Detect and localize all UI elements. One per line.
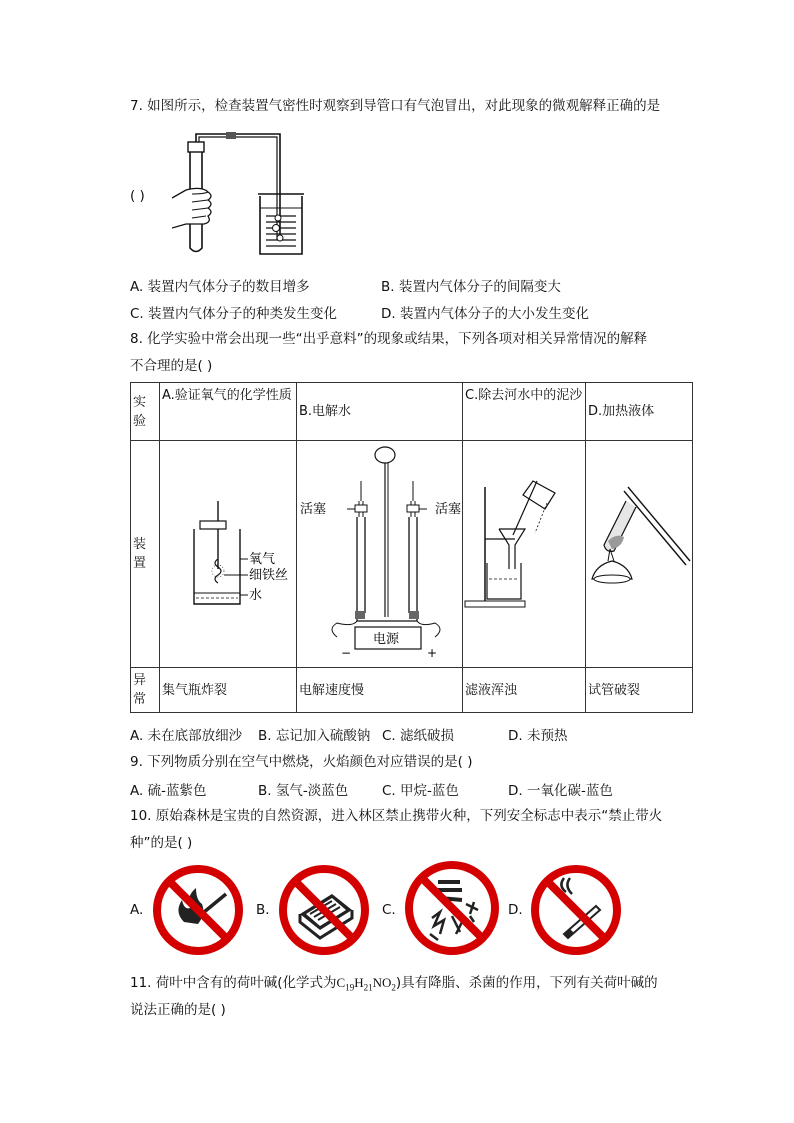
q10-option-a[interactable]: A. [130, 902, 144, 918]
q7-option-b[interactable]: B. 装置内气体分子的间隔变大 [381, 279, 561, 295]
q7-option-c[interactable]: C. 装置内气体分子的种类发生变化 [130, 306, 338, 322]
label-minus: − [341, 646, 352, 660]
q10-option-c[interactable]: C. [382, 902, 396, 918]
q11-stem-post: )具有降脂、杀菌的作用，下列有关荷叶碱的 [395, 975, 658, 991]
q11-formula: $C_{19}H_{21}NO_2$ [336, 975, 396, 993]
heating-liquid-diagram [586, 441, 691, 661]
q7-airtightness-diagram [172, 128, 312, 260]
abnormal-d: 试管破裂 [586, 668, 693, 713]
label-iron-wire: 细铁丝 [249, 568, 289, 583]
row-label-apparatus: 装置 [131, 441, 160, 668]
row-label-abnormal: 异常 [131, 668, 160, 713]
q8-stem-line2: 不合理的是( ) [130, 358, 213, 374]
q11-stem-line2: 说法正确的是( ) [130, 1002, 226, 1018]
apparatus-d [586, 441, 693, 668]
q8-option-c[interactable]: C. 滤纸破损 [382, 728, 455, 744]
no-smoking-sign-icon[interactable] [530, 864, 622, 956]
abnormal-a: 集气瓶炸裂 [160, 668, 297, 713]
q8-option-b[interactable]: B. 忘记加入硫酸钠 [258, 728, 371, 744]
q10-option-b[interactable]: B. [256, 902, 270, 918]
q7-option-a[interactable]: A. 装置内气体分子的数目增多 [130, 279, 310, 295]
q11-stem-line1 [130, 973, 658, 998]
no-fireworks-sign-icon[interactable] [404, 860, 500, 956]
no-matches-sign-icon[interactable] [278, 864, 370, 956]
q8-experiment-table [130, 382, 693, 713]
label-stopcock-left: 活塞 [300, 502, 327, 517]
q9-option-d[interactable]: D. 一氧化碳-蓝色 [508, 783, 613, 799]
label-water: 水 [249, 588, 263, 603]
electrolysis-diagram [297, 441, 461, 661]
q10-stem-line2: 种”的是( ) [130, 835, 193, 851]
q9-option-a[interactable]: A. 硫-蓝紫色 [130, 783, 207, 799]
experiment-a: A.验证氧气的化学性质 [160, 383, 297, 441]
q10-stem-line1: 10. 原始森林是宝贵的自然资源，进入林区禁止携带火种，下列安全标志中表示“禁止带火 [130, 808, 663, 824]
experiment-b: B.电解水 [297, 383, 463, 441]
q9-option-c[interactable]: C. 甲烷-蓝色 [382, 783, 459, 799]
experiment-c: C.除去河水中的泥沙 [463, 383, 586, 441]
q7-option-d[interactable]: D. 装置内气体分子的大小发生变化 [381, 306, 589, 322]
abnormal-c: 滤液浑浊 [463, 668, 586, 713]
apparatus-c [463, 441, 586, 668]
label-power: 电源 [373, 632, 400, 647]
row-label-experiment: 实验 [131, 383, 160, 441]
experiment-d: D.加热液体 [586, 383, 693, 441]
q7-answer-paren: ( ) [130, 188, 145, 204]
label-plus: + [427, 646, 438, 660]
q8-stem-line1: 8. 化学实验中常会出现一些“出乎意料”的现象或结果，下列各项对相关异常情况的解释 [130, 331, 648, 347]
q10-option-d[interactable]: D. [508, 902, 523, 918]
label-stopcock-right: 活塞 [435, 502, 461, 517]
q9-option-b[interactable]: B. 氢气-淡蓝色 [258, 783, 349, 799]
q11-stem-pre: 11. 荷叶中含有的荷叶碱(化学式为 [130, 975, 337, 991]
no-fire-sign-icon[interactable] [152, 864, 244, 956]
apparatus-b [297, 441, 463, 668]
label-oxygen: 氧气 [249, 552, 276, 567]
q8-option-d[interactable]: D. 未预热 [508, 728, 568, 744]
q9-stem: 9. 下列物质分别在空气中燃烧，火焰颜色对应错误的是( ) [130, 754, 473, 770]
q8-option-a[interactable]: A. 未在底部放细沙 [130, 728, 243, 744]
gas-jar-diagram [160, 441, 295, 661]
apparatus-a [160, 441, 297, 668]
filtration-diagram [463, 441, 584, 661]
abnormal-b: 电解速度慢 [297, 668, 463, 713]
q7-stem: 7. 如图所示，检查装置气密性时观察到导管口有气泡冒出，对此现象的微观解释正确的是 [130, 98, 661, 114]
